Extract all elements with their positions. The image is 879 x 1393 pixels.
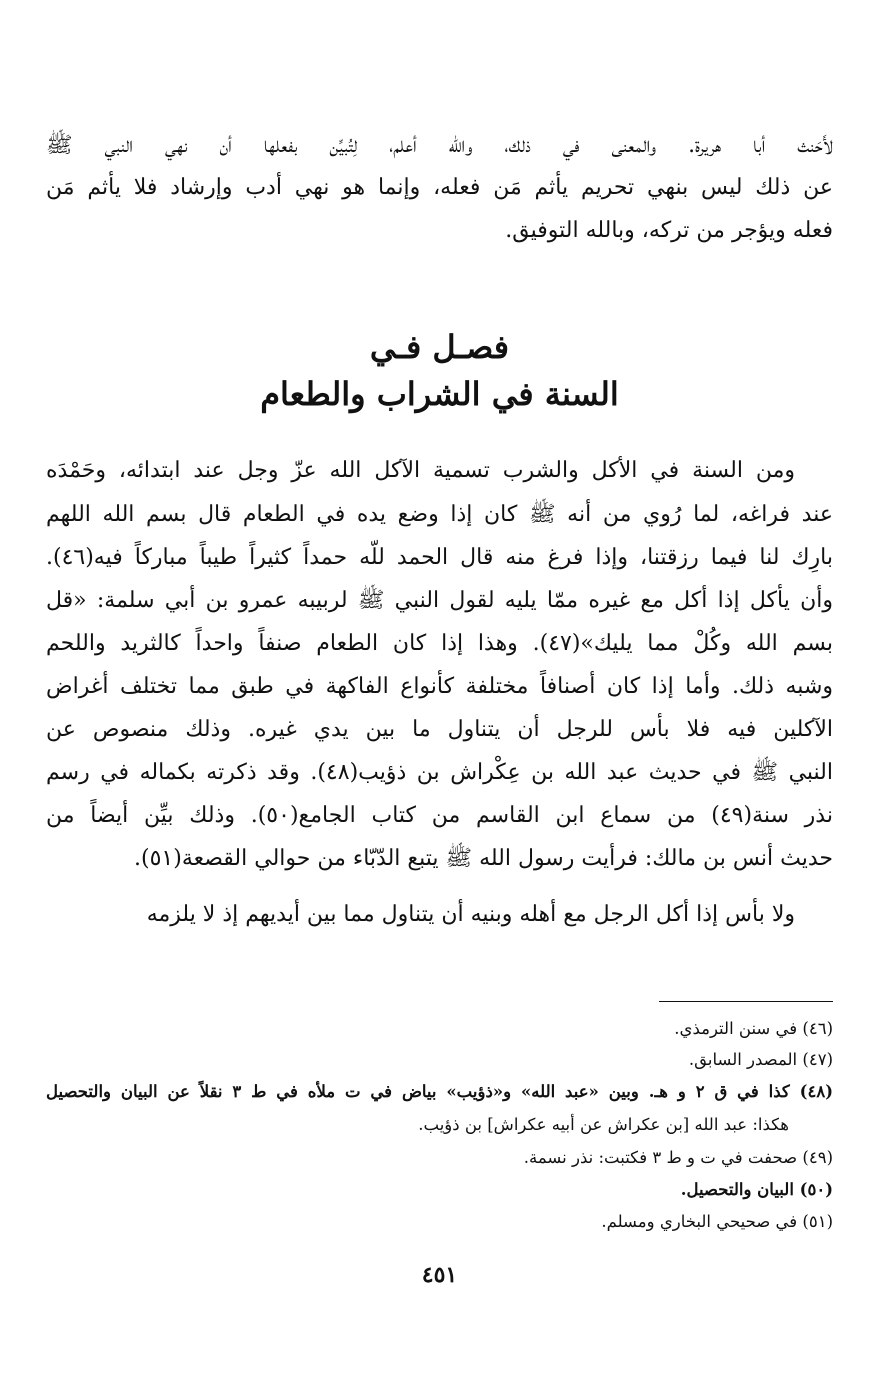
body-text-line: بارِك لنا فيما رزقتنا، وإذا فرغ منه قال الحمد للّه حمداً كثيراً طيباً مباركاً فيه(٤٦).	[46, 545, 833, 570]
footnote: (٥٠) البيان والتحصيل.	[680, 1180, 833, 1199]
body-text-line: عند فراغه، لما رُوي من أنه ﷺ كان إذا وضع يده في الطعام قال بسم الله اللهم	[46, 502, 833, 527]
footnote-separator	[659, 1001, 833, 1002]
section-heading: فصـل فـي	[369, 328, 510, 366]
body-text-line: وأن يأكل إذا أكل مع غيره ممّا يليه لقول النبي ﷺ لربيبه عمرو بن أبي سلمة: «قل	[46, 588, 833, 613]
body-text-line: نذر سنة(٤٩) من سماع ابن القاسم من كتاب الجامع(٥٠). وذلك بيِّن أيضاً من	[46, 803, 833, 828]
page-number: ٤٥١	[421, 1262, 458, 1288]
section-subheading: السنة في الشراب والطعام	[260, 375, 619, 413]
body-text-line: الآكلين فيه فلا بأس للرجل أن يتناول ما بين يدي غيره. وذلك منصوص عن	[46, 717, 833, 742]
body-text-line: بسم الله وكُلْ مما يليك»(٤٧). وهذا إذا كان الطعام صنفاً واحداً كالثريد واللحم	[46, 631, 833, 656]
body-text-line: فعله ويؤجر من تركه، وبالله التوفيق.	[505, 218, 833, 243]
body-text-line: حديث أنس بن مالك: فرأيت رسول الله ﷺ يتبع الدّبّاء من حوالي القصعة(٥١).	[134, 846, 833, 871]
body-text-line: ولا بأس إذا أكل الرجل مع أهله وبنيه أن يتناول مما بين أيديهم إذ لا يلزمه	[146, 902, 795, 927]
footnote: (٤٦) في سنن الترمذي.	[674, 1019, 833, 1038]
footnote: (٤٧) المصدر السابق.	[688, 1050, 833, 1069]
footnote: (٤٨) كذا في ق ٢ و هـ. وبين «عبد الله» و«ذؤيب» بياض في ت ملأه في ط ٣ نقلاً عن البيان والتحصيل	[46, 1082, 833, 1101]
body-text-line: عن ذلك ليس بنهي تحريم يأثم مَن فعله، وإنما هو نهي أدب وإرشاد فلا يأثم مَن	[46, 175, 833, 200]
footnote: (٥١) في صحيحي البخاري ومسلم.	[601, 1212, 833, 1231]
body-text-line: وشبه ذلك. وأما إذا كان أصنافاً مختلفة كأنواع الفاكهة في طبق مما تختلف أغراض	[46, 674, 833, 699]
body-text-line: النبي ﷺ في حديث عبد الله بن عِكْراش بن ذؤيب(٤٨). وقد ذكرته بكماله في رسم	[46, 760, 833, 785]
body-text-line: لأَحَنث أبا هريرة. والمعنى في ذلك، والله أعلم، لِتُبيِّن بفعلها أن نهي النبي ﷺ	[46, 133, 833, 158]
footnote-continuation: هكذا: عبد الله [بن عكراش عن أبيه عكراش] بن ذؤيب.	[418, 1115, 789, 1134]
body-text-line: ومن السنة في الأكل والشرب تسمية الآكل الله عزّ وجل عند ابتدائه، وحَمْدَه	[46, 458, 795, 483]
footnote: (٤٩) صحفت في ت و ط ٣ فكتبت: نذر نسمة.	[523, 1148, 833, 1167]
